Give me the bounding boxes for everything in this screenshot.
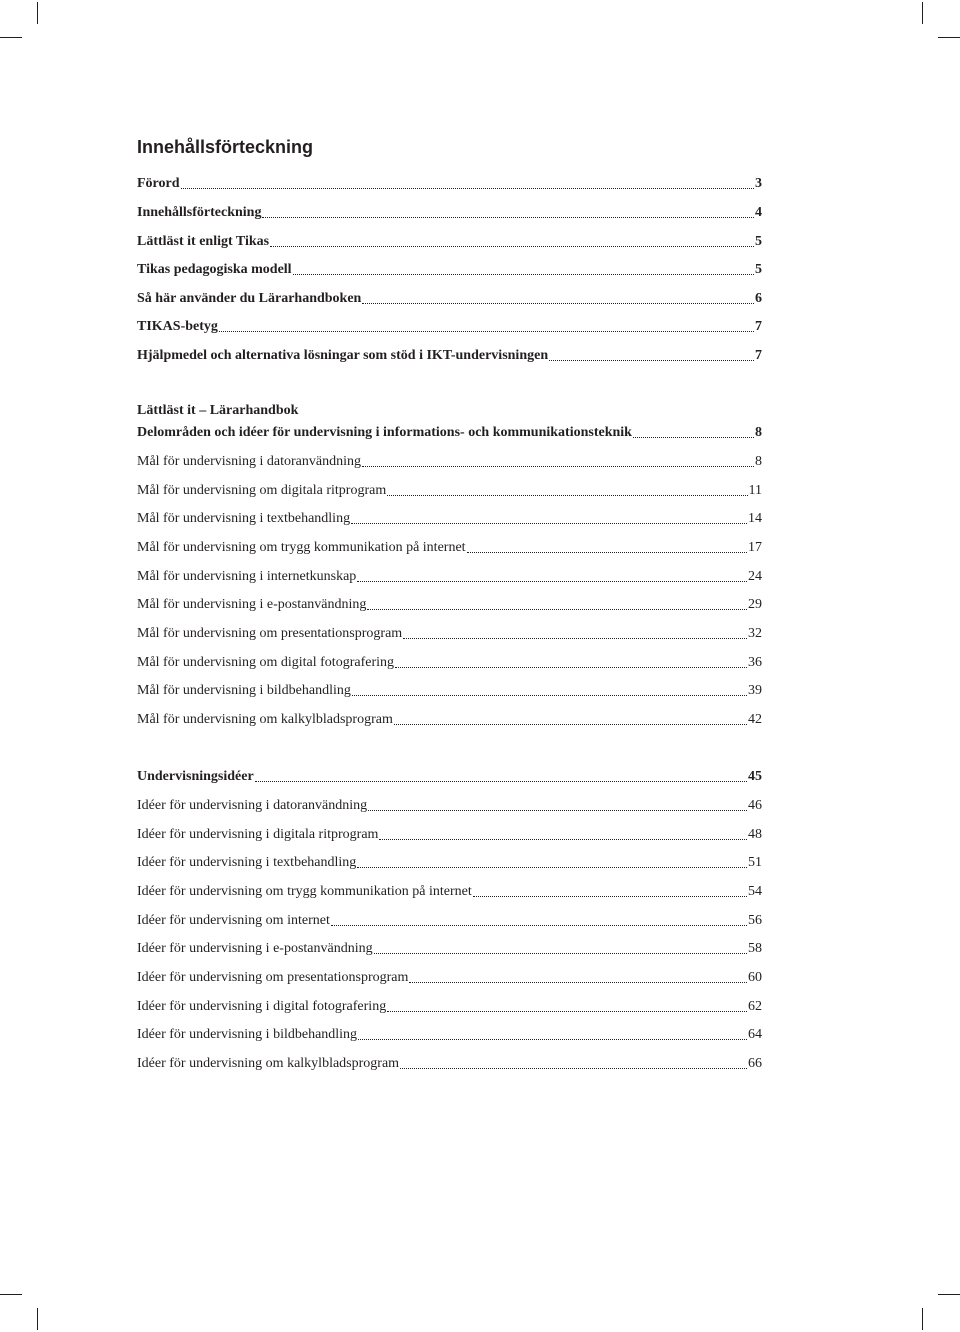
toc-entry-page: 3 (755, 176, 762, 191)
toc-entry-title: Så här använder du Lärarhandboken (137, 291, 362, 306)
toc-entry[interactable] (137, 853, 762, 871)
toc-entry[interactable] (137, 653, 762, 671)
crop-mark (0, 1294, 22, 1295)
toc-entry-page: 46 (748, 798, 762, 813)
toc-entry-title: Idéer för undervisning i digitala ritprogram (137, 827, 379, 842)
toc-entry[interactable] (137, 997, 762, 1015)
toc-entry-title: Mål för undervisning om digitala ritprogram (137, 483, 387, 498)
toc-entry[interactable] (137, 882, 762, 900)
dot-leader (181, 188, 754, 189)
dot-leader (357, 581, 747, 582)
dot-leader (293, 274, 754, 275)
toc-entry-page: 11 (748, 483, 762, 498)
toc-entry-title: Förord (137, 176, 180, 191)
toc-entry-page: 8 (755, 454, 762, 469)
toc-entry[interactable] (137, 796, 762, 814)
toc-entry[interactable] (137, 452, 762, 470)
toc-entry-page: 4 (755, 205, 762, 220)
toc-entry-title: Delområden och idéer för undervisning i informations- och kommunikationsteknik (137, 425, 632, 440)
toc-entry-page: 58 (748, 941, 762, 956)
toc-entry-title: Idéer för undervisning i e-postanvändning (137, 941, 373, 956)
dot-leader (473, 896, 747, 897)
toc-entry-title: Idéer för undervisning i textbehandling (137, 855, 357, 870)
toc-entry[interactable] (137, 767, 762, 785)
toc-entry-title: Idéer för undervisning om presentationsprogram (137, 970, 409, 985)
toc-entry-page: 48 (748, 827, 762, 842)
dot-leader (409, 982, 747, 983)
toc-entry[interactable] (137, 939, 762, 957)
dot-leader (270, 246, 754, 247)
toc-entry[interactable] (137, 423, 762, 441)
toc-entry-title: TIKAS-betyg (137, 319, 218, 334)
page-title: Innehållsförteckning (137, 137, 314, 157)
toc-entry-page: 62 (748, 999, 762, 1014)
dot-leader (331, 925, 747, 926)
toc-entry-title: Mål för undervisning om presentationsprogram (137, 626, 403, 641)
toc-entry-title: Mål för undervisning i textbehandling (137, 511, 351, 526)
toc-entry-title: Mål för undervisning i e-postanvändning (137, 597, 367, 612)
toc-entry[interactable] (137, 1025, 762, 1043)
toc-entry[interactable] (137, 710, 762, 728)
dot-leader (368, 810, 747, 811)
toc-entry-title: Mål för undervisning om trygg kommunikation på internet (137, 540, 466, 555)
dot-leader (219, 331, 754, 332)
toc-entry-title: Tikas pedagogiska modell (137, 262, 292, 277)
dot-leader (262, 217, 754, 218)
dot-leader (379, 839, 747, 840)
toc-entry-title: Mål för undervisning i bildbehandling (137, 683, 351, 698)
dot-leader (374, 953, 747, 954)
toc-entry-title: Mål för undervisning om digital fotografering (137, 655, 394, 670)
toc-entry-title: Idéer för undervisning i digital fotografering (137, 999, 387, 1014)
dot-leader (358, 1039, 747, 1040)
toc-entry[interactable] (137, 624, 762, 642)
toc-entry-page: 24 (748, 569, 762, 584)
toc-entry-title: Hjälpmedel och alternativa lösningar som stöd i IKT-undervisningen (137, 348, 549, 363)
toc-entry-title: Innehållsförteckning (137, 205, 262, 220)
toc-entry-page: 14 (748, 511, 762, 526)
toc-entry-page: 66 (748, 1056, 762, 1071)
toc-entry[interactable] (137, 567, 762, 585)
crop-mark (938, 37, 960, 38)
toc-entry[interactable] (137, 346, 762, 364)
dot-leader (362, 303, 754, 304)
dot-leader (400, 1068, 747, 1069)
crop-mark (938, 1294, 960, 1295)
toc-entry-page: 60 (748, 970, 762, 985)
toc-entry-page: 5 (755, 262, 762, 277)
toc-entry-title: Idéer för undervisning i bildbehandling (137, 1027, 358, 1042)
toc-entry[interactable] (137, 1054, 762, 1072)
toc-entry-page: 54 (748, 884, 762, 899)
dot-leader (395, 667, 747, 668)
toc-entry-title: Mål för undervisning i datoranvändning (137, 454, 361, 469)
toc-entry-page: 7 (755, 319, 762, 334)
toc-entry-page: 6 (755, 291, 762, 306)
toc-entry-page: 56 (748, 913, 762, 928)
toc-entry[interactable] (137, 481, 762, 499)
crop-mark (922, 1308, 923, 1330)
toc-entry[interactable] (137, 174, 762, 192)
toc-entry-title: Lättläst it enligt Tikas (137, 234, 270, 249)
dot-leader (362, 466, 754, 467)
dot-leader (255, 781, 747, 782)
toc-entry-page: 39 (748, 683, 762, 698)
toc-entry-page: 64 (748, 1027, 762, 1042)
dot-leader (387, 495, 747, 496)
toc-entry-page: 32 (748, 626, 762, 641)
toc-entry-page: 29 (748, 597, 762, 612)
toc-entry-page: 45 (748, 769, 762, 784)
toc-entry[interactable] (137, 595, 762, 613)
toc-entry-title: Mål för undervisning i internetkunskap (137, 569, 357, 584)
toc-entry[interactable] (137, 911, 762, 929)
toc-entry[interactable] (137, 260, 762, 278)
crop-mark (37, 1308, 38, 1330)
toc-entry[interactable] (137, 203, 762, 221)
crop-mark (0, 37, 22, 38)
toc-entry-page: 5 (755, 234, 762, 249)
crop-mark (37, 2, 38, 24)
crop-mark (922, 2, 923, 24)
dot-leader (352, 695, 747, 696)
toc-entry-title: Idéer för undervisning om kalkylbladsprogram (137, 1056, 400, 1071)
toc-entry-page: 36 (748, 655, 762, 670)
dot-leader (351, 523, 747, 524)
toc-entry[interactable] (137, 232, 762, 250)
toc-entry-page: 7 (755, 348, 762, 363)
toc-entry[interactable] (137, 825, 762, 843)
toc-entry[interactable] (137, 681, 762, 699)
toc-entry-title: Undervisningsidéer (137, 769, 254, 784)
toc-entry-page: 8 (755, 425, 762, 440)
toc-entry-title: Idéer för undervisning om internet (137, 913, 330, 928)
toc-entry[interactable] (137, 317, 762, 335)
toc-entry[interactable] (137, 968, 762, 986)
toc-entry-page: 17 (748, 540, 762, 555)
dot-leader (467, 552, 747, 553)
toc-entry[interactable] (137, 538, 762, 556)
dot-leader (633, 437, 754, 438)
dot-leader (403, 638, 747, 639)
toc-entry[interactable] (137, 509, 762, 527)
dot-leader (357, 867, 747, 868)
dot-leader (387, 1011, 747, 1012)
toc-entry-title: Idéer för undervisning i datoranvändning (137, 798, 368, 813)
toc-entry[interactable] (137, 289, 762, 307)
toc-entry-title: Idéer för undervisning om trygg kommunikation på internet (137, 884, 472, 899)
dot-leader (549, 360, 754, 361)
dot-leader (367, 609, 747, 610)
toc-entry-page: 51 (748, 855, 762, 870)
section-heading: Lättläst it – Lärarhandbok (137, 403, 299, 418)
toc-entry-title: Mål för undervisning om kalkylbladsprogram (137, 712, 393, 727)
toc-entry-page: 42 (748, 712, 762, 727)
dot-leader (394, 724, 747, 725)
